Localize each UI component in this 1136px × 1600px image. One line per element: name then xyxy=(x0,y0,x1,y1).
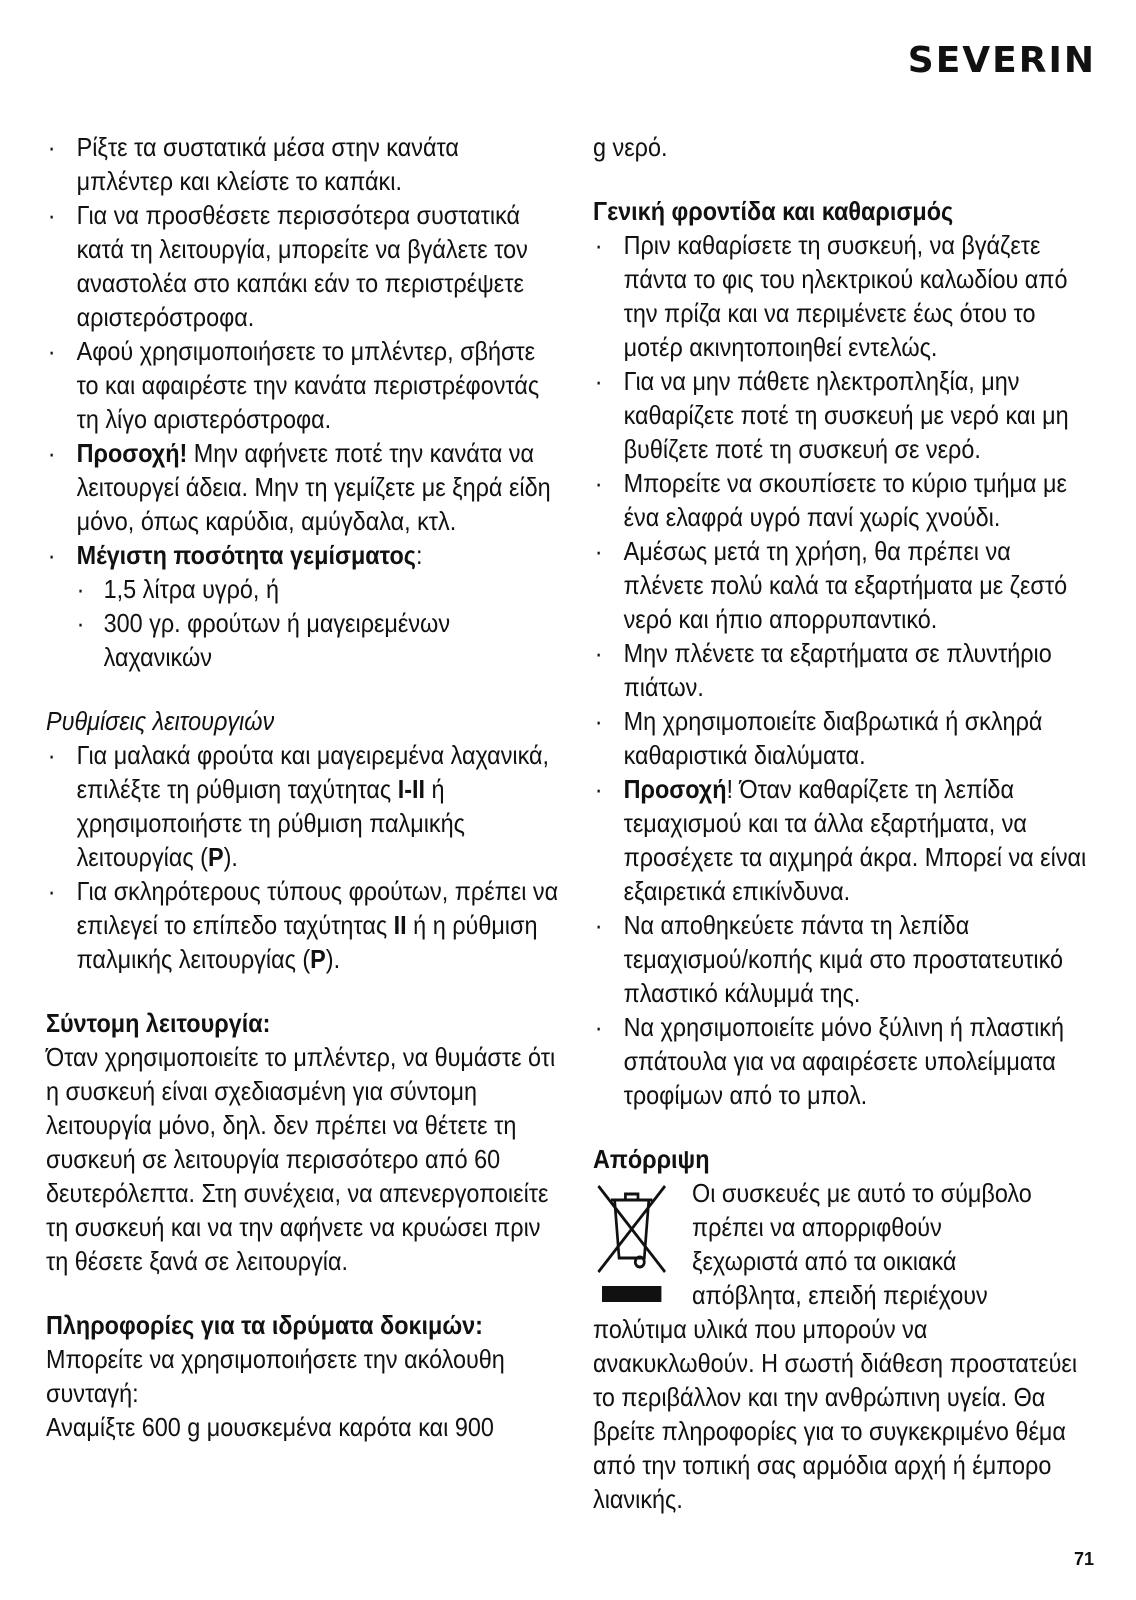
speed-level: I-II xyxy=(397,774,425,804)
list-item: · Αφού χρησιμοποιήσετε το μπλέντερ, σβήστε το και αφαιρέστε την κανάτα περιστρέφοντάς τη λίγο αριστερόστροφα. xyxy=(46,334,561,436)
sub-list-item: · 1,5 λίτρα υγρό, ή xyxy=(46,572,561,606)
list-item xyxy=(593,772,1094,908)
list-item: · Μην πλένετε τα εξαρτήματα σε πλυντήριο πιάτων. xyxy=(593,636,1094,704)
disposal-block xyxy=(593,1176,1094,1312)
warning-label: Προσοχή! xyxy=(76,438,188,468)
paragraph: Αναμίξτε 600 g μουσκεμένα καρότα και 900 xyxy=(46,1412,494,1442)
warning-label: Προσοχή xyxy=(623,774,727,804)
list-item: · Για να προσθέσετε περισσότερα συστατικά κατά τη λειτουργία, μπορείτε να βγάλετε τον αναστολέα στο καπάκι εάν το περιστρέψετε αριστερόστροφα. xyxy=(46,198,561,334)
list-item xyxy=(46,538,561,572)
list-item: · Για να μην πάθετε ηλεκτροπληξία, μην καθαρίζετε ποτέ τη συσκευή με νερό και μη βυθίζετε ποτέ τη συσκευή σε νερό. xyxy=(593,364,1094,466)
list-item: · Αμέσως μετά τη χρήση, θα πρέπει να πλένετε πολύ καλά τα εξαρτήματα με ζεστό νερό και ήπιο απορρυπαντικό. xyxy=(593,534,1094,636)
colon: : xyxy=(415,540,423,570)
paragraph: Μπορείτε να χρησιμοποιήσετε την ακόλουθη συνταγή: xyxy=(46,1344,505,1408)
list-item: · Να αποθηκεύετε πάντα τη λεπίδα τεμαχισμού/κοπής κιμά στο προστατευτικό πλαστικό κάλυμμά της. xyxy=(593,908,1094,1010)
left-column xyxy=(46,130,561,1444)
list-item xyxy=(46,874,561,976)
list-item xyxy=(46,436,561,538)
right-column xyxy=(593,130,1094,1516)
max-fill-label: Μέγιστη ποσότητα γεμίσματος xyxy=(76,540,416,570)
text: ή η ρύθμιση παλμικής λειτουργίας ( xyxy=(76,910,538,974)
warning-text: ! Όταν καθαρίζετε τη λεπίδα τεμαχισμού και τα άλλα εξαρτήματα, να προσέχετε τα αιχμηρά άκρα. Μπορεί να είναι εξαιρετικά επικίνδυνα. xyxy=(623,774,1087,906)
text: Για μαλακά φρούτα και μαγειρεμένα λαχανικά, επιλέξτε τη ρύθμιση ταχύτητας xyxy=(76,740,550,804)
list-item: · Μη χρησιμοποιείτε διαβρωτικά ή σκληρά καθαριστικά διαλύματα. xyxy=(593,704,1094,772)
list-item: · Ρίξτε τα συστατικά μέσα στην κανάτα μπλέντερ και κλείστε το καπάκι. xyxy=(46,130,561,198)
section-heading-disposal: Απόρριψη xyxy=(593,1144,710,1174)
disposal-line: απόβλητα, επειδή περιέχουν xyxy=(692,1280,988,1310)
speed-level: II xyxy=(393,910,407,940)
paragraph: πολύτιμα υλικά που μπορούν να ανακυκλωθούν. Η σωστή διάθεση προστατεύει το περιβάλλον και την ανθρώπινη υγεία. Θα βρείτε πληροφορίες για το συγκεκριμένο θέμα από την τοπική σας αρμόδια αρχή ή έμπορο λιανικής. xyxy=(593,1314,1078,1514)
sub-list-item: · 300 γρ. φρούτων ή μαγειρεμένων λαχανικών xyxy=(46,606,561,674)
list-item: · Πριν καθαρίσετε τη συσκευή, να βγάζετε πάντα το φις του ηλεκτρικού καλωδίου από την πρίζα και να περιμένετε έως ότου το μοτέρ ακινητοποιηθεί εντελώς. xyxy=(593,228,1094,364)
pulse-symbol: P xyxy=(310,944,326,974)
list-item: · Μπορείτε να σκουπίσετε το κύριο τμήμα με ένα ελαφρά υγρό πανί χωρίς χνούδι. xyxy=(593,466,1094,534)
weee-crossed-bin-icon xyxy=(593,1180,670,1304)
disposal-line: πρέπει να απορριφθούν xyxy=(692,1212,942,1242)
text: ή χρησιμοποιήστε τη ρύθμιση παλμικής λειτουργίας ( xyxy=(76,774,465,872)
disposal-line: ξεχωριστά από τα οικιακά xyxy=(692,1246,957,1276)
warning-text: Μην αφήνετε ποτέ την κανάτα να λειτουργεί άδεια. Μην τη γεμίζετε με ξηρά είδη μόνο, όπως καρύδια, αμύγδαλα, κτλ. xyxy=(76,438,551,536)
section-heading-short-operation: Σύντομη λειτουργία: xyxy=(46,1008,271,1038)
section-heading-settings: Ρυθμίσεις λειτουργιών xyxy=(46,706,275,736)
text: Για σκληρότερους τύπους φρούτων, πρέπει να επιλεγεί το επίπεδο ταχύτητας xyxy=(76,876,559,940)
text: ). xyxy=(223,842,238,872)
list-item: · Να χρησιμοποιείτε μόνο ξύλινη ή πλαστική σπάτουλα για να αφαιρέσετε υπολείμματα τροφίμων από το μπολ. xyxy=(593,1010,1094,1112)
list-item xyxy=(46,738,561,874)
section-heading-care: Γενική φροντίδα και καθαρισμός xyxy=(593,196,954,226)
section-heading-test-institutes: Πληροφορίες για τα ιδρύματα δοκιμών: xyxy=(46,1310,483,1340)
disposal-line: Οι συσκευές με αυτό το σύμβολο xyxy=(692,1178,1032,1208)
paragraph: Όταν χρησιμοποιείτε το μπλέντερ, να θυμάστε ότι η συσκευή είναι σχεδιασμένη για σύντομη λειτουργία μόνο, δηλ. δεν πρέπει να θέτετε τη συσκευή σε λειτουργία περισσότερο από 60 δευτερόλεπτα. Στη συνέχεια, να απενεργοποιείτε τη συσκευή και να την αφήνετε να κρυώσει πριν τη θέσετε ξανά σε λειτουργία. xyxy=(46,1042,556,1276)
text: ). xyxy=(325,944,341,974)
severin-logo: SEVERIN xyxy=(907,40,1096,81)
pulse-symbol: P xyxy=(207,842,224,872)
page-number: 71 xyxy=(1073,1549,1094,1569)
paragraph: g νερό. xyxy=(593,132,668,162)
